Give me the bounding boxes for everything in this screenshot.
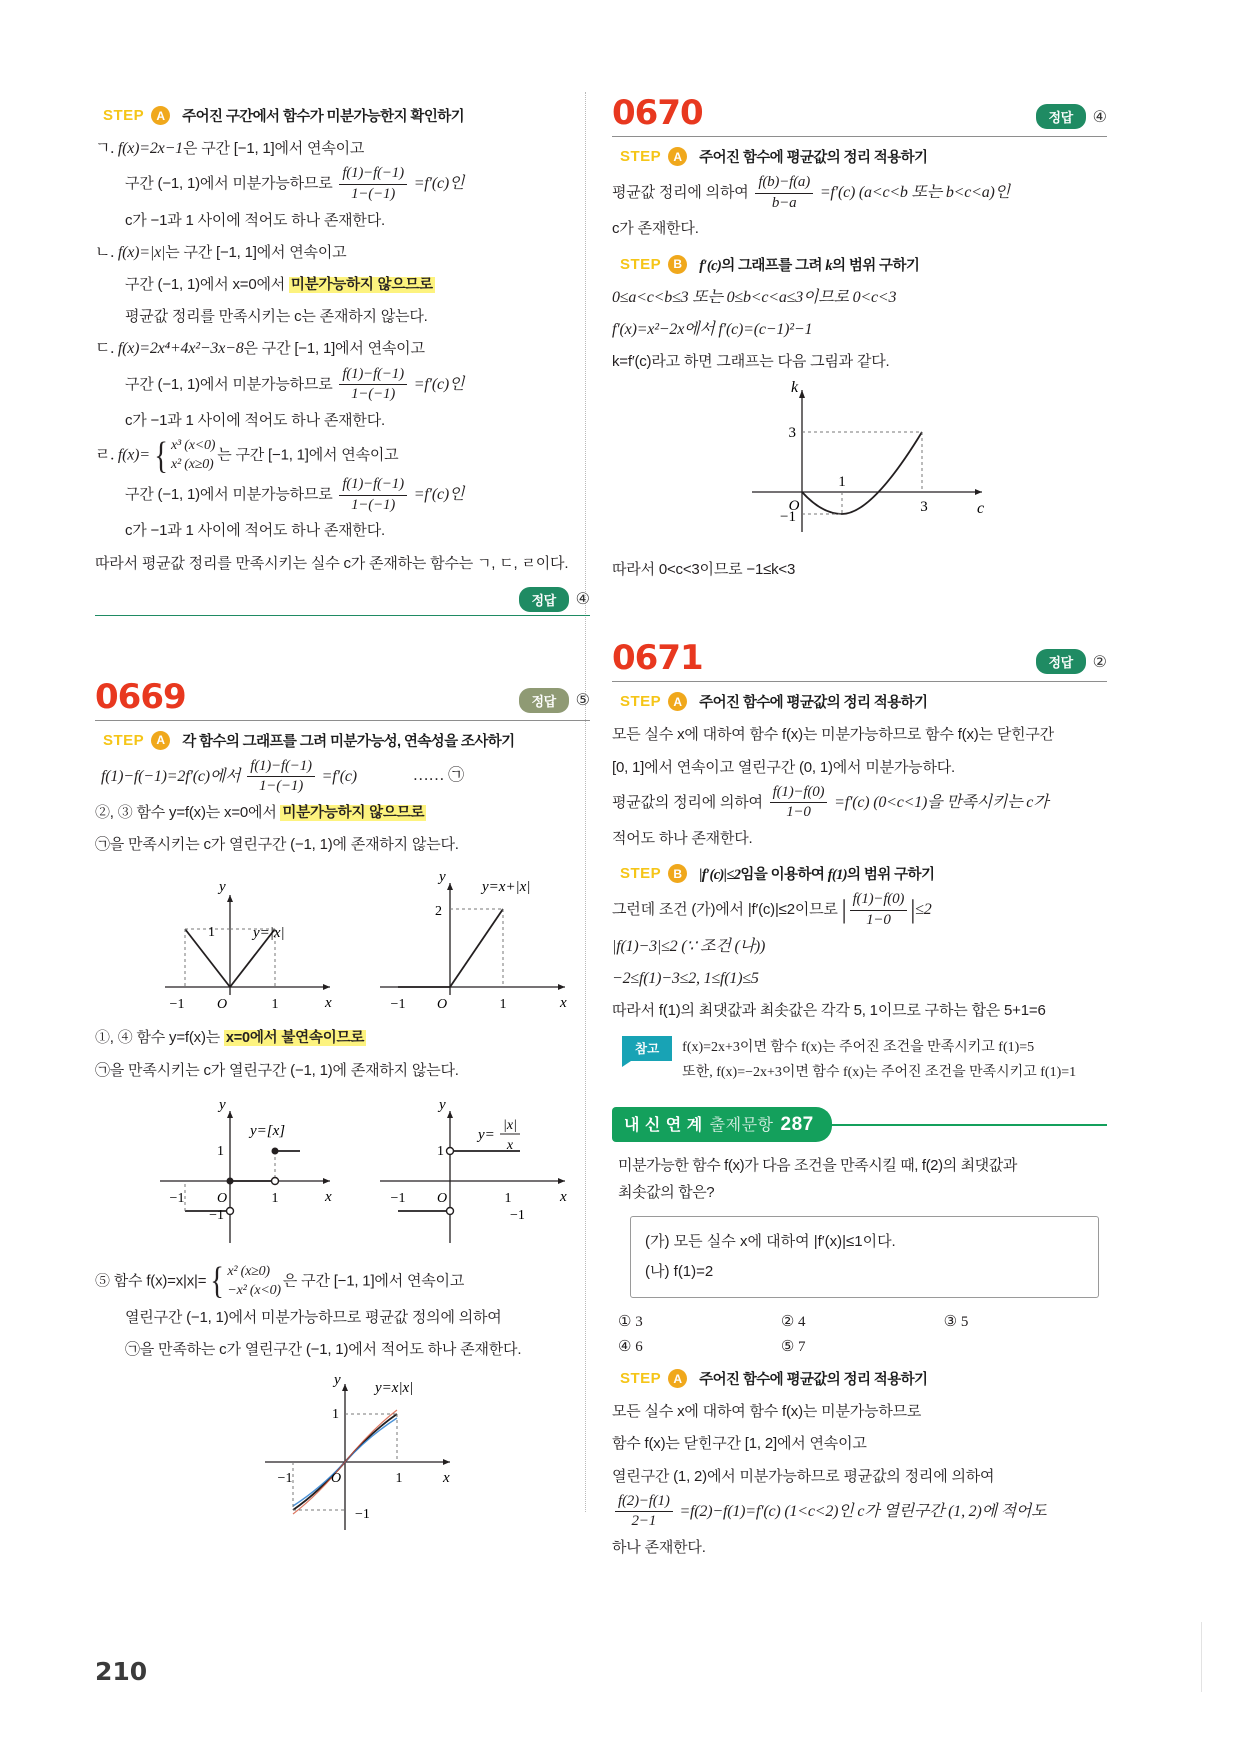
step-title [699, 254, 919, 275]
equation-row [95, 758, 590, 796]
fraction [339, 366, 407, 404]
item-mark: ㄱ. [95, 140, 115, 157]
item-text: 구간 (−1, 1)에서 x=0에서 [125, 275, 286, 293]
text: 적어도 하나 존재한다. [612, 830, 753, 848]
equation-row: 그런데 조건 (가)에서 |f′(c)|≤2이므로 | $\frac{f(1)-f(0)}{1-0}$ |≤2 [612, 891, 932, 928]
x-tick-label: 1 [271, 1190, 279, 1206]
fraction-denominator: 1−(−1) [258, 778, 304, 795]
item-marker-row [95, 237, 590, 268]
problem-number: 0670 [612, 93, 703, 133]
step-title-formula: f′(c) [699, 257, 722, 274]
item-text: =f′(c)인 [413, 485, 465, 503]
x-axis-label: x [325, 1188, 332, 1205]
origin-label: O [330, 1470, 342, 1486]
item-row [95, 476, 590, 514]
step-word: STEP [620, 865, 662, 883]
naesin-tag-word: 내 신 연 계 [624, 1117, 703, 1135]
step-badge: A [151, 731, 170, 750]
naesin-tag-sub: 출제문항 [709, 1117, 774, 1135]
piecewise-row: x³ (x<0) [170, 438, 216, 454]
origin-label: O [216, 997, 228, 1013]
step-title [699, 863, 934, 884]
fraction [755, 174, 813, 212]
y-tick-label: 1 [332, 1406, 339, 1422]
fraction [247, 758, 315, 796]
conclusion-0670 [612, 554, 1107, 585]
conclusion-text: 따라서 평균값 정리를 만족시키는 실수 c가 존재하는 함수는 ㄱ, ㄷ, ㄹ이다. [95, 555, 569, 573]
note-line: 또한, f(x)=−2x+3이면 함수 f(x)는 주어진 조건을 만족시키고 f(1)=1 [682, 1064, 1077, 1080]
text-row [612, 823, 1107, 854]
naesin-question [618, 1152, 1107, 1206]
origin-label: O [788, 498, 800, 515]
step-word: STEP [103, 731, 145, 749]
item-formula: f(x)=|x| [117, 243, 166, 261]
answer-value: ⑤ [575, 692, 590, 710]
case-text: ㉠을 만족하는 c가 열린구간 (−1, 1)에서 적어도 하나 존재한다. [125, 1340, 522, 1358]
step-header-left-top [103, 105, 590, 126]
text: [0, 1]에서 연속이고 열린구간 (0, 1)에서 미분가능하다. [612, 758, 956, 776]
curve-label: y=x|x| [375, 1379, 414, 1396]
text: =f′(c) (0<c<1)을 만족시키는 c가 [834, 793, 1049, 811]
text-row [612, 213, 1107, 244]
naesin-header [612, 1107, 1107, 1142]
item-text: c가 −1과 1 사이에 적어도 하나 존재한다. [125, 522, 385, 540]
text: 0≤a<c<b≤3 또는 0≤b<c<a≤3이므로 0<c<3 [612, 288, 897, 306]
question-line: 미분가능한 함수 f(x)가 다음 조건을 만족시킬 때, f(2)의 최댓값과 [618, 1157, 1017, 1175]
note-tag: 참고 [622, 1036, 672, 1061]
text-row [612, 1532, 1107, 1563]
left-column [95, 96, 590, 1546]
step-title-formula: |f′(c)|≤2 [699, 867, 741, 884]
x-tick-label: −1 [390, 997, 406, 1013]
text-row [612, 995, 1107, 1026]
fraction-numerator: f(2)−f(1) [615, 1493, 673, 1513]
item-text: 은 구간 [−1, 1]에서 연속이고 [182, 140, 365, 157]
y-tick-label: 1 [437, 1143, 444, 1159]
naesin-tag-number: 287 [780, 1114, 814, 1136]
equation-row [612, 1493, 1107, 1531]
x-tick-label: −1 [277, 1470, 293, 1486]
item-text: c가 −1과 1 사이에 적어도 하나 존재한다. [125, 411, 385, 429]
step-badge: A [668, 692, 687, 711]
x-tick-label: 1 [271, 997, 279, 1013]
header-rule [612, 136, 1107, 137]
graph-k-of-c [732, 380, 1012, 555]
case-row [95, 1055, 590, 1086]
step-title: 주어진 함수에 평균값의 정리 적용하기 [699, 150, 928, 166]
step-badge: A [668, 147, 687, 166]
case-text: ⑤ 함수 f(x)=x|x|= [95, 1272, 207, 1290]
naesin-section [612, 1107, 1107, 1563]
highlight-text: 미분가능하지 않으므로 [290, 276, 433, 293]
solution-0671-a [612, 719, 1107, 854]
y-tick-label: 2 [435, 904, 442, 920]
text: 평균값의 정리에 의하여 [612, 793, 763, 811]
text-row [612, 282, 1107, 313]
choice-list [618, 1309, 1107, 1359]
text: ≤2 [915, 901, 932, 919]
piecewise [152, 434, 216, 477]
y-tick-label: 3 [788, 425, 796, 442]
text: 하나 존재한다. [612, 1539, 706, 1557]
page-number: 210 [95, 1657, 148, 1686]
step-header-0669 [103, 730, 590, 751]
step-header-0671-a [620, 691, 1107, 712]
item-row [95, 366, 590, 404]
fraction-numerator: f(1)−f(−1) [339, 476, 407, 496]
question-line: 최솟값의 합은? [618, 1184, 715, 1202]
item-mark: ㄴ. [95, 243, 115, 261]
item-text: 구간 (−1, 1)에서 미분가능하므로 [125, 175, 333, 193]
text-row [612, 1396, 1107, 1427]
y-tick-label: 1 [208, 925, 215, 941]
y-tick-label: 1 [217, 1143, 224, 1159]
y-axis-label: y [219, 879, 226, 896]
text-row [612, 963, 1107, 994]
step-word: STEP [620, 693, 662, 711]
fraction [615, 1493, 673, 1531]
left-solution-body [95, 133, 590, 580]
equation-left: f(1)−f(−1)=2f′(c)에서 [101, 767, 241, 785]
curve-label: y=x+|x| [482, 879, 531, 896]
answer-badge [1036, 649, 1107, 674]
conclusion-line [95, 548, 590, 579]
graph-x-plus-abs-x [360, 867, 590, 1027]
text: f′(x)=x²−2x에서 f′(c)=(c−1)²−1 [612, 320, 813, 338]
step-badge: B [668, 864, 687, 883]
fraction [339, 476, 407, 514]
graph-pair-2 [95, 1087, 590, 1262]
note-body [682, 1036, 1076, 1085]
case-row [95, 1302, 590, 1333]
item-text: 구간 (−1, 1)에서 미분가능하므로 [125, 375, 333, 393]
item-row [95, 301, 590, 332]
naesin-rule [832, 1124, 1107, 1126]
text-row [612, 314, 1107, 345]
fraction-denominator: 1−0 [866, 911, 891, 928]
piecewise-row: −x² (x<0) [227, 1282, 281, 1298]
text-row [612, 752, 1107, 783]
step-title-text: 의 범위 구하기 [847, 867, 935, 884]
fraction [850, 891, 908, 929]
x-tick-label: −1 [169, 1190, 185, 1206]
problem-number: 0669 [95, 676, 186, 717]
text: =f(2)−f(1)=f′(c) (1<c<2)인 c가 열린구간 (1, 2)에 적어도 [679, 1502, 1047, 1520]
case-row [95, 797, 590, 828]
origin-label: O [216, 1190, 228, 1206]
answer-badge [519, 688, 590, 713]
origin-label: O [436, 997, 448, 1013]
graph-x-abs-x-wrap [95, 1366, 590, 1546]
answer-badge [1036, 104, 1107, 129]
x-tick-label: 1 [838, 474, 846, 491]
case-text: ㉠을 만족시키는 c가 열린구간 (−1, 1)에 존재하지 않는다. [95, 1061, 459, 1079]
piecewise-row: x² (x≥0) [227, 1263, 270, 1279]
fraction-numerator: f(b)−f(a) [755, 174, 813, 194]
fraction-numerator: f(1)−f(−1) [247, 758, 315, 778]
item-text: 은 구간 [−1, 1]에서 연속이고 [243, 340, 425, 358]
item-formula: f(x)=2x−1 [117, 140, 183, 157]
y-axis-label: y [334, 1371, 341, 1388]
text-row [612, 1428, 1107, 1459]
curve-label: y=[x] [250, 1122, 286, 1139]
piecewise [208, 1260, 281, 1303]
graph-pair-1 [95, 861, 590, 1021]
graph-0670-wrap [612, 378, 1107, 553]
item-text: =f′(c)인 [413, 175, 465, 193]
x-axis-label: x [560, 995, 567, 1012]
equation-tag: …… ㉠ [412, 767, 464, 785]
answer-row [95, 581, 590, 615]
item-formula: f(x)=2x⁴+4x²−3x−8 [117, 340, 244, 358]
naesin-tag [612, 1107, 832, 1142]
item-row [95, 405, 590, 436]
step-header-0670-b [620, 254, 1107, 275]
text: 모든 실수 x에 대하여 함수 f(x)는 미분가능하므로 [612, 1403, 922, 1421]
step-title: 주어진 함수에 평균값의 정리 적용하기 [699, 1372, 928, 1389]
x-tick-label: 3 [920, 499, 928, 516]
condition-box [630, 1216, 1099, 1298]
item-text: =f′(c)인 [413, 375, 465, 393]
naesin-solution [612, 1396, 1107, 1563]
item-marker-row [95, 333, 590, 364]
x-tick-label: 1 [395, 1470, 403, 1486]
answer-badge [519, 587, 590, 612]
piecewise-row: x² (x≥0) [170, 456, 214, 472]
origin-label: O [436, 1190, 448, 1206]
curve-label: y=|x| [253, 925, 285, 942]
text: 함수 f(x)는 닫힌구간 [1, 2]에서 연속이고 [612, 1435, 867, 1453]
fraction [770, 784, 828, 822]
answer-value: ② [1092, 653, 1107, 671]
answer-pill: 정답 [519, 688, 569, 713]
curve-label-denominator: x [506, 1137, 514, 1153]
item-marker-row [95, 133, 590, 164]
text-row [612, 554, 1107, 585]
step-title: 주어진 구간에서 함수가 미분가능한지 확인하기 [182, 109, 465, 125]
header-rule [95, 720, 590, 721]
case5-block [95, 1260, 590, 1365]
page-edge-mark [1201, 1622, 1202, 1692]
text: |f(1)−3|≤2 (∵ 조건 (나)) [612, 937, 766, 955]
step-word: STEP [103, 107, 145, 124]
step-title: 주어진 함수에 평균값의 정리 적용하기 [699, 695, 928, 712]
fraction-denominator: 1−(−1) [351, 386, 396, 403]
step-header-0670-a [620, 146, 1107, 167]
step-word: STEP [620, 1370, 662, 1388]
step-title-text: 의 그래프를 그려 [721, 257, 826, 274]
text-row [612, 931, 1107, 962]
text: 열린구간 (1, 2)에서 미분가능하므로 평균값의 정리에 의하여 [612, 1467, 995, 1485]
condition-b: (나) f(1)=2 [645, 1263, 714, 1281]
fraction-numerator: f(1)−f(0) [850, 891, 908, 911]
step-badge: B [668, 255, 687, 274]
item-marker-row: ㄹ. f(x)= { x³ (x<0) x² (x≥0) 는 구간 [−1, 1]에서 연속이고 [95, 434, 399, 477]
y-tick-label: −1 [355, 1506, 370, 1522]
graph-abs-x [125, 867, 355, 1027]
equation-row [612, 784, 1107, 822]
brace-glyph: { [154, 434, 168, 477]
y-tick-label: −1 [780, 509, 796, 526]
fraction-denominator: 2−1 [631, 1513, 657, 1530]
x-axis-label: x [560, 1188, 567, 1205]
x-axis-label: x [325, 995, 332, 1012]
item-text: c가 −1과 1 사이에 적어도 하나 존재한다. [125, 211, 385, 229]
header-rule [612, 681, 1107, 682]
text: −2≤f(1)−3≤2, 1≤f(1)≤5 [612, 969, 759, 987]
choice-option[interactable]: ⑤ 7 [780, 1339, 806, 1356]
step-title-text: 의 범위 구하기 [831, 257, 920, 274]
solution-0670-b [612, 282, 1107, 378]
item-text: 는 구간 [−1, 1]에서 연속이고 [165, 243, 347, 261]
section-rule [95, 615, 590, 616]
choice-option[interactable]: ③ 5 [943, 1314, 969, 1331]
highlight-text: x=0에서 불연속이므로 [225, 1030, 365, 1047]
step-badge: A [668, 1369, 687, 1388]
text: c가 존재한다. [612, 220, 699, 238]
equation-right: =f′(c) [321, 767, 357, 785]
problem-0669-header [95, 676, 590, 721]
case-text: ㉠을 만족시키는 c가 열린구간 (−1, 1)에 존재하지 않는다. [95, 836, 459, 854]
item-row [95, 205, 590, 236]
item-text: 는 구간 [−1, 1]에서 연속이고 [217, 446, 399, 464]
text-row [612, 719, 1107, 750]
y-axis-label: y [439, 869, 446, 886]
highlight-text: 미분가능하지 않으므로 [282, 804, 425, 821]
fraction-numerator: f(1)−f(−1) [339, 165, 407, 185]
case-text: 은 구간 [−1, 1]에서 연속이고 [282, 1272, 465, 1290]
answer-pill: 정답 [1036, 104, 1086, 129]
right-column [612, 93, 1107, 1564]
choice-option[interactable]: ④ 6 [618, 1339, 643, 1356]
curve-label-numerator: |x| [503, 1117, 517, 1133]
case-text: ②, ③ 함수 y=f(x)는 x=0에서 [95, 803, 277, 821]
case2-block [95, 1022, 590, 1085]
fraction-numerator: f(1)−f(−1) [339, 366, 407, 386]
case-row [95, 1334, 590, 1365]
problem-number: 0671 [612, 638, 703, 679]
step-header-0671-b [620, 863, 1107, 884]
item-mark: ㄹ. [95, 446, 115, 464]
curve-label-prefix: y= [478, 1126, 495, 1143]
x-tick-label: −1 [390, 1190, 406, 1206]
text: 따라서 f(1)의 최댓값과 최솟값은 각각 5, 1이므로 구하는 합은 5+1=6 [612, 1002, 1046, 1019]
step-header-naesin [620, 1368, 1107, 1389]
y-axis-label: y [439, 1096, 446, 1113]
problem-0671-header [612, 638, 1107, 682]
fraction-denominator: 1−(−1) [351, 185, 396, 202]
item-mark: ㄷ. [95, 340, 115, 358]
step-badge: A [151, 106, 170, 125]
step-word: STEP [620, 255, 662, 273]
x-axis-label: c [977, 500, 985, 518]
case-row [95, 1260, 590, 1303]
y-tick-label: −1 [209, 1207, 224, 1223]
choice-option[interactable]: ① 3 [618, 1314, 643, 1331]
x-tick-label: −1 [169, 997, 185, 1013]
fraction-numerator: f(1)−f(0) [770, 784, 828, 804]
text-row [612, 346, 1107, 377]
answer-value: ④ [575, 591, 590, 609]
fraction-denominator: 1−(−1) [351, 496, 396, 513]
step-title: 각 함수의 그래프를 그려 미분가능성, 연속성을 조사하기 [182, 733, 515, 750]
x-axis-label: x [443, 1469, 450, 1486]
text-row [612, 1461, 1107, 1492]
fraction [339, 165, 407, 203]
step-title-text: 임을 이용하여 [740, 867, 828, 884]
step-title-var: k [825, 257, 832, 274]
case-text: 열린구간 (−1, 1)에서 미분가능하므로 평균값 정의에 의하여 [125, 1308, 502, 1326]
problem-0670-header [612, 93, 1107, 137]
graph-floor-x [125, 1093, 355, 1268]
text: 그런데 조건 (가)에서 |f′(c)|≤2이므로 [612, 901, 838, 919]
conclusion-text: 따라서 0<c<3이므로 −1≤k<3 [612, 561, 796, 579]
item-row [95, 515, 590, 546]
text: 평균값 정리에 의하여 [612, 183, 749, 201]
solution-0671-b [612, 891, 1107, 1026]
equation-row [612, 174, 1107, 212]
y-axis-label: y [219, 1096, 226, 1113]
answer-pill: 정답 [519, 587, 569, 612]
item-text: 평균값 정리를 만족시키는 c는 존재하지 않는다. [125, 308, 428, 326]
text: 모든 실수 x에 대하여 함수 f(x)는 미분가능하므로 함수 f(x)는 닫힌구간 [612, 726, 1054, 744]
x-tick-label: 1 [499, 997, 507, 1013]
text: k=f′(c)라고 하면 그래프는 다음 그림과 같다. [612, 352, 890, 370]
fraction-denominator: 1−0 [786, 804, 811, 821]
condition-a: (가) 모든 실수 x에 대하여 |f′(x)|≤1이다. [645, 1233, 896, 1251]
case-text: ①, ④ 함수 y=f(x)는 [95, 1029, 221, 1047]
y-tick-label: −1 [510, 1207, 525, 1223]
item-text: 구간 (−1, 1)에서 미분가능하므로 [125, 485, 333, 503]
answer-value: ④ [1092, 108, 1107, 126]
text: =f′(c) (a<c<b 또는 b<c<a)인 [819, 183, 1010, 201]
choice-option[interactable]: ② 4 [780, 1314, 806, 1331]
graph-abs-x-over-x [360, 1093, 590, 1268]
note-block [622, 1036, 1107, 1085]
brace-glyph: { [210, 1260, 225, 1303]
step-title-var: f(1) [827, 867, 848, 884]
x-tick-label: 1 [504, 1190, 512, 1206]
item-row [95, 269, 590, 300]
solution-0669 [95, 758, 590, 861]
fraction-denominator: b−a [771, 194, 797, 211]
note-line: f(x)=2x+3이면 함수 f(x)는 주어진 조건을 만족시키고 f(1)=5 [682, 1040, 1035, 1056]
y-axis-label: k [791, 380, 799, 397]
case-row [95, 829, 590, 860]
solution-0670-a [612, 174, 1107, 245]
answer-pill: 정답 [1036, 649, 1086, 674]
step-word: STEP [620, 148, 662, 165]
graph-x-abs-x [235, 1370, 485, 1550]
item-row [95, 165, 590, 203]
